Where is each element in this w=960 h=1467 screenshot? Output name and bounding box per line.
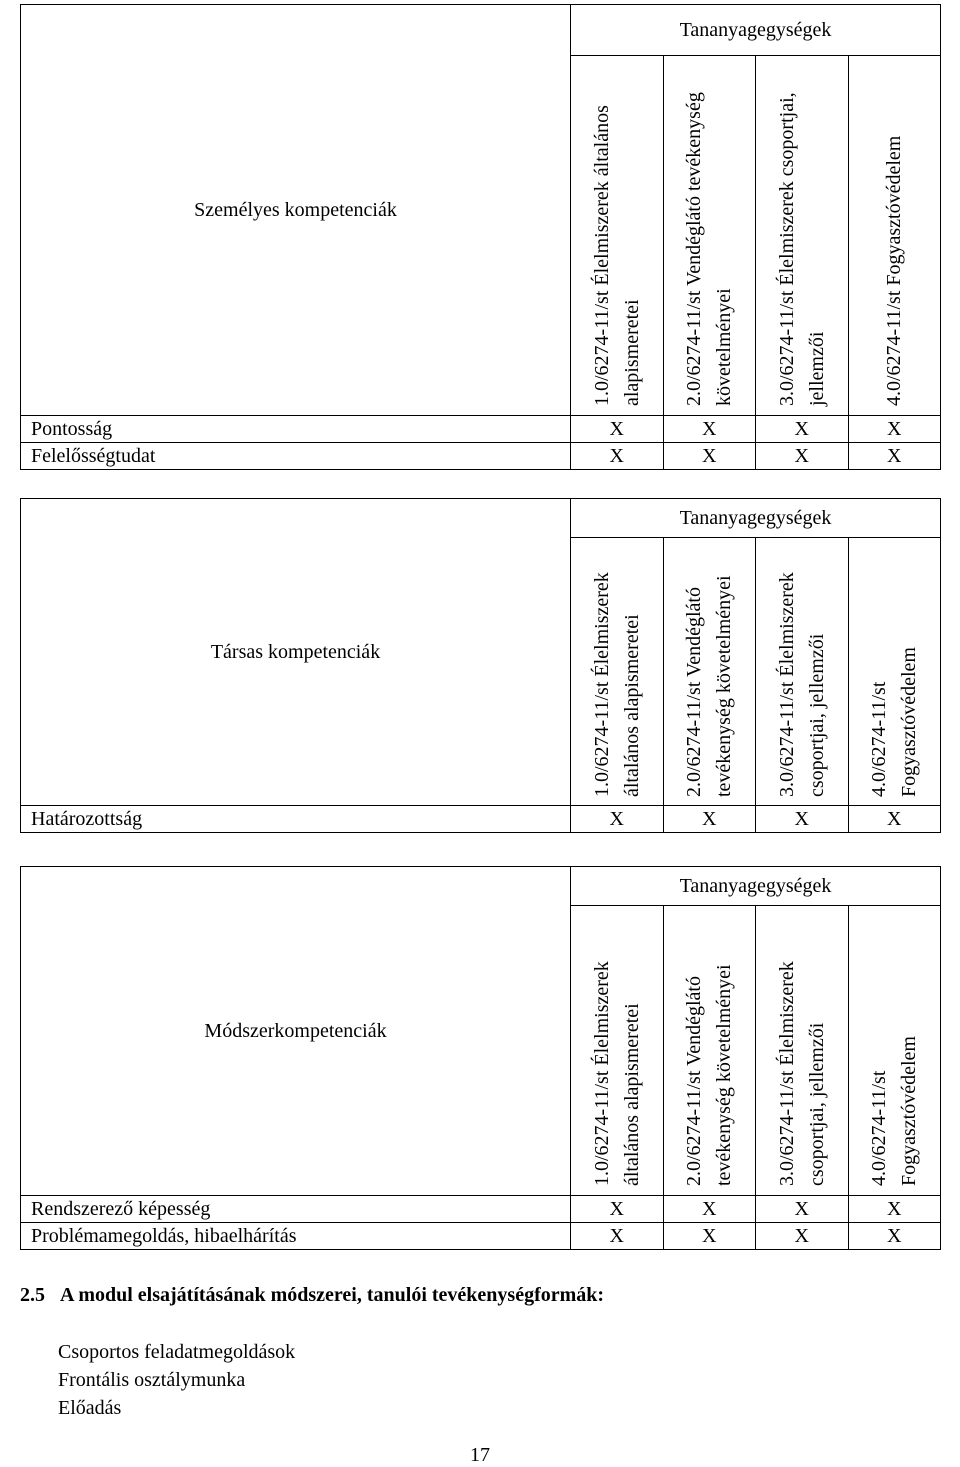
section-title: A modul elsajátításának módszerei, tanulói tevékenységformák: (60, 1284, 605, 1306)
units-header: Tananyagegységek (571, 499, 941, 538)
social-competencies-table (20, 498, 941, 833)
mark-cell: X (571, 1196, 664, 1223)
mark-cell: X (848, 806, 941, 833)
unit-header-1: 1.0/6274-11/st Élelmiszerek általános alapismeretei (571, 906, 664, 1196)
unit-header-1: 1.0/6274-11/st Élelmiszerek általános alapismeretei (571, 56, 664, 416)
mark-cell: X (848, 416, 941, 443)
mark-cell: X (663, 416, 756, 443)
units-header: Tananyagegységek (571, 867, 941, 906)
unit-header-2: 2.0/6274-11/st Vendéglátó tevékenység követelményei (663, 56, 756, 416)
table-row (21, 1196, 941, 1223)
method-competencies-table (20, 866, 941, 1250)
row-label: Pontosság (21, 416, 571, 443)
mark-cell: X (756, 416, 849, 443)
methods-list (58, 1338, 295, 1422)
mark-cell: X (571, 806, 664, 833)
table-row (21, 416, 941, 443)
mark-cell: X (663, 806, 756, 833)
row-label: Rendszerező képesség (21, 1196, 571, 1223)
mark-cell: X (571, 416, 664, 443)
mark-cell: X (756, 1196, 849, 1223)
unit-header-3: 3.0/6274-11/st Élelmiszerek csoportjai, jellemzői (756, 538, 849, 806)
mark-cell: X (571, 443, 664, 470)
mark-cell: X (848, 1196, 941, 1223)
mark-cell: X (663, 1196, 756, 1223)
table-title: Társas kompetenciák (21, 499, 571, 806)
mark-cell: X (663, 443, 756, 470)
section-number: 2.5 (20, 1284, 45, 1306)
unit-header-4: 4.0/6274-11/st Fogyasztóvédelem (848, 56, 941, 416)
personal-competencies-table (20, 4, 941, 470)
mark-cell: X (756, 1223, 849, 1250)
table-title: Módszerkompetenciák (21, 867, 571, 1196)
unit-header-2: 2.0/6274-11/st Vendéglátó tevékenység követelményei (663, 538, 756, 806)
mark-cell: X (756, 443, 849, 470)
unit-header-3: 3.0/6274-11/st Élelmiszerek csoportjai, jellemzői (756, 56, 849, 416)
row-label: Határozottság (21, 806, 571, 833)
table-row (21, 443, 941, 470)
mark-cell: X (663, 1223, 756, 1250)
unit-header-3: 3.0/6274-11/st Élelmiszerek csoportjai, jellemzői (756, 906, 849, 1196)
table-row (21, 806, 941, 833)
unit-header-4: 4.0/6274-11/st Fogyasztóvédelem (848, 906, 941, 1196)
list-item: Frontális osztálymunka (58, 1369, 246, 1391)
mark-cell: X (571, 1223, 664, 1250)
row-label: Felelősségtudat (21, 443, 571, 470)
unit-header-2: 2.0/6274-11/st Vendéglátó tevékenység követelményei (663, 906, 756, 1196)
unit-header-4: 4.0/6274-11/st Fogyasztóvédelem (848, 538, 941, 806)
table-title: Személyes kompetenciák (21, 5, 571, 416)
mark-cell: X (848, 1223, 941, 1250)
unit-header-1: 1.0/6274-11/st Élelmiszerek általános alapismeretei (571, 538, 664, 806)
list-item: Csoportos feladatmegoldások (58, 1341, 296, 1363)
section-heading (20, 1284, 604, 1307)
row-label: Problémamegoldás, hibaelhárítás (21, 1223, 571, 1250)
units-header: Tananyagegységek (571, 5, 941, 56)
list-item: Előadás (58, 1397, 122, 1419)
page-number: 17 (470, 1444, 490, 1466)
mark-cell: X (848, 443, 941, 470)
mark-cell: X (756, 806, 849, 833)
table-row (21, 1223, 941, 1250)
